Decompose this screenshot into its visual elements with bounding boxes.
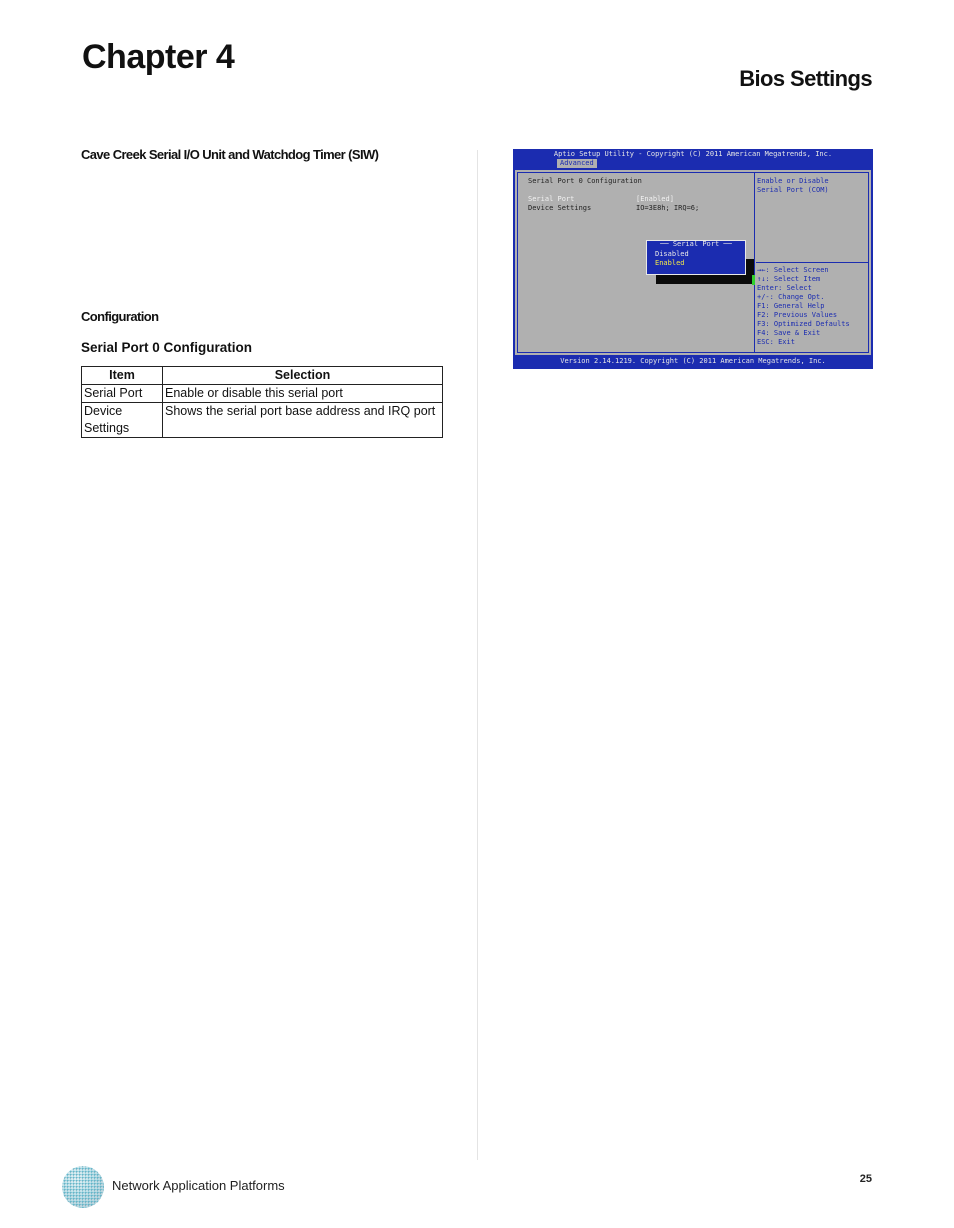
chapter-title: Chapter 4 — [82, 38, 235, 76]
table-cell-item: Serial Port — [82, 385, 163, 403]
bios-title-bar: Aptio Setup Utility - Copyright (C) 2011 American Megatrends, Inc. — [553, 150, 833, 158]
table-cell-selection: Enable or disable this serial port — [163, 385, 443, 403]
bios-key-hint: F1: General Help — [757, 302, 825, 310]
footer-brand-text: Network Application Platforms — [112, 1178, 285, 1193]
bios-key-hint: ESC: Exit — [757, 338, 795, 346]
bios-scroll-marker — [752, 275, 755, 285]
bios-vertical-divider — [754, 172, 755, 352]
bios-key-hint: Enter: Select — [757, 284, 812, 292]
column-header-item: Item — [82, 367, 163, 385]
section-title: Bios Settings — [739, 66, 872, 91]
column-divider — [477, 150, 478, 1160]
table-cell-item: Device Settings — [82, 403, 163, 438]
bios-help-divider — [756, 262, 868, 263]
table-cell-selection: Shows the serial port base address and IRQ port — [163, 403, 443, 438]
table-header-row — [82, 367, 443, 385]
bios-version-bar: Version 2.14.1219. Copyright (C) 2011 American Megatrends, Inc. — [560, 357, 826, 365]
table-row — [82, 403, 443, 438]
bios-popup-option-disabled[interactable]: Disabled — [655, 250, 689, 258]
bios-screenshot — [513, 149, 873, 369]
bios-key-hint: ↑↓: Select Item — [757, 275, 821, 283]
bios-key-hint: F3: Optimized Defaults — [757, 320, 850, 328]
bios-key-hint: F4: Save & Exit — [757, 329, 821, 337]
table-title: Serial Port 0 Configuration — [81, 340, 253, 355]
bios-main-panel — [515, 170, 871, 355]
bios-value-device-settings: IO=3E8h; IRQ=6; — [636, 204, 700, 212]
bios-key-hint: →←: Select Screen — [757, 266, 829, 274]
bios-tab-advanced[interactable]: Advanced — [557, 159, 597, 168]
bios-key-hint: +/-: Change Opt. — [757, 293, 825, 301]
settings-table — [81, 366, 443, 438]
bios-item-serial-port[interactable]: Serial Port — [528, 195, 575, 203]
bios-popup-title: ── Serial Port ── — [660, 240, 732, 248]
bios-item-device-settings[interactable]: Device Settings — [528, 204, 592, 212]
bios-popup-serial-port — [646, 240, 746, 275]
table-row — [82, 385, 443, 403]
bios-panel-title: Serial Port 0 Configuration — [528, 177, 642, 185]
bios-help-line: Serial Port (COM) — [757, 186, 829, 194]
subsection-heading: Cave Creek Serial I/O Unit and Watchdog Timer (SIW) — [81, 147, 379, 162]
bios-help-line: Enable or Disable — [757, 177, 829, 185]
bios-value-serial-port[interactable]: [Enabled] — [636, 195, 674, 203]
page-number: 25 — [859, 1173, 872, 1185]
column-header-selection: Selection — [163, 367, 443, 385]
globe-dots-logo-icon — [60, 1164, 106, 1210]
bios-popup-option-enabled[interactable]: Enabled — [655, 259, 685, 267]
bios-popup-title-text: Serial Port — [672, 240, 720, 248]
configuration-heading: Configuration — [81, 309, 159, 324]
bios-key-hint: F2: Previous Values — [757, 311, 838, 319]
